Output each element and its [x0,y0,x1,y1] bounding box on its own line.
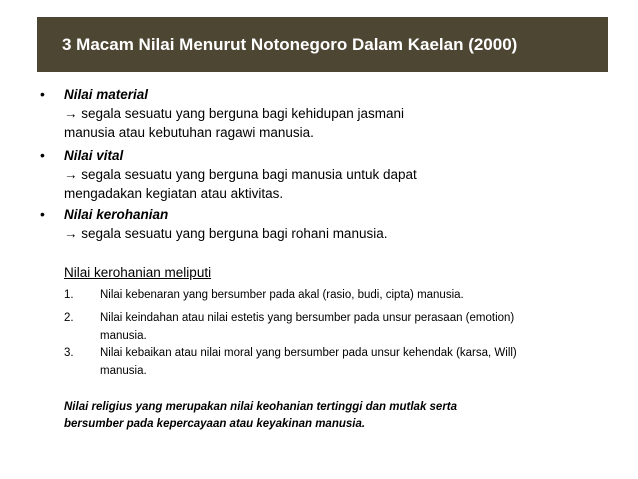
item-text-line: Nilai kebaikan atau nilai moral yang bersumber pada unsur kehendak (karsa, Will) [100,347,517,359]
bullet-description-line: → segala sesuatu yang berguna bagi kehidupan jasmani [64,106,404,121]
bullet-heading: Nilai vital [64,148,124,163]
bullet-heading: Nilai kerohanian [64,207,169,222]
bullet-dot: • [40,206,45,222]
item-number: 2. [64,312,74,324]
item-text-line: Nilai kebenaran yang bersumber pada akal (rasio, budi, cipta) manusia. [100,289,464,301]
slide-title-bar [37,17,608,72]
slide-title: 3 Macam Nilai Menurut Notonegoro Dalam Kaelan (2000) [62,34,518,54]
sub-heading: Nilai kerohanian meliputi [64,265,212,280]
item-number: 1. [64,289,74,301]
bullet-dot: • [40,147,45,163]
bullet-description-line: mengadakan kegiatan atau aktivitas. [64,186,284,201]
religious-value-note [64,399,457,433]
item-text-line: Nilai keindahan atau nilai estetis yang bersumber pada unsur perasaan (emotion) [100,312,515,324]
bullet-description-line: → segala sesuatu yang berguna bagi rohani manusia. [64,226,388,241]
item-number: 3. [64,347,74,359]
bullet-dot: • [40,86,45,102]
bullet-description-line: manusia atau kebutuhan ragawi manusia. [64,125,314,140]
bullet-heading: Nilai material [64,87,149,102]
note-line: Nilai religius yang merupakan nilai keohanian tertinggi dan mutlak serta [64,401,458,413]
bullet-description-line: → segala sesuatu yang berguna bagi manusia untuk dapat [64,167,417,182]
note-line: bersumber pada kepercayaan atau keyakinan manusia. [64,418,366,430]
item-text-line: manusia. [100,330,147,342]
item-text-line: manusia. [100,365,147,377]
